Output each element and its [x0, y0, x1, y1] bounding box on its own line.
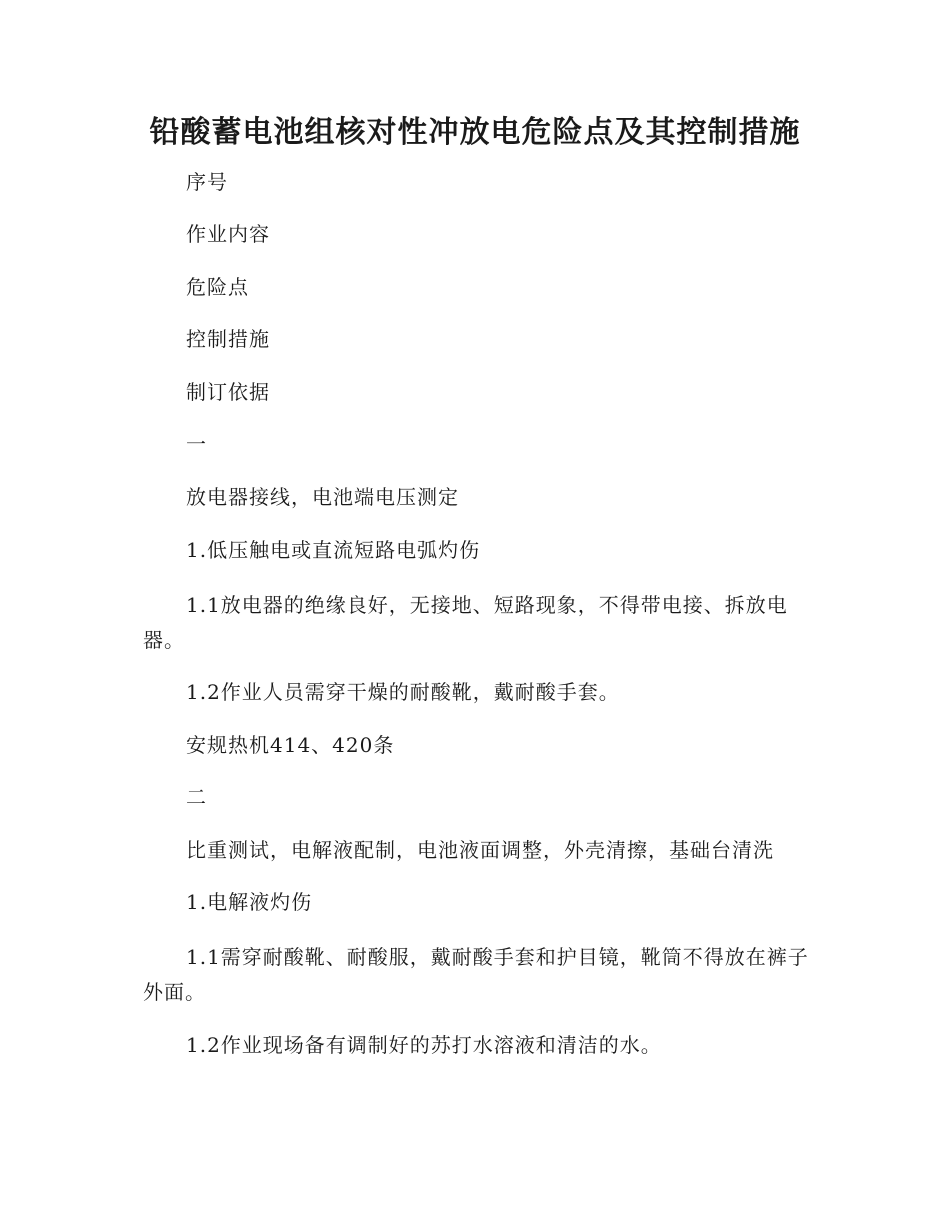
paragraph-control-2-1: 1.1需穿耐酸靴、耐酸服，戴耐酸手套和护目镜，靴筒不得放在裤子外面。: [143, 945, 809, 1004]
paragraph-header-hazard: 危险点: [186, 275, 249, 299]
paragraph-header-control: 控制措施: [186, 327, 270, 351]
paragraph-header-work-content: 作业内容: [186, 222, 270, 246]
document-title: 铅酸蓄电池组核对性冲放电危险点及其控制措施: [149, 115, 801, 150]
paragraph-header-serial: 序号: [186, 170, 228, 194]
paragraph-hazard-1: 1.低压触电或直流短路电弧灼伤: [186, 538, 481, 562]
paragraph-section-two: 二: [186, 785, 207, 809]
paragraph-hazard-2: 1.电解液灼伤: [186, 890, 313, 914]
paragraph-header-basis: 制订依据: [186, 380, 270, 404]
paragraph-control-1-1: 1.1放电器的绝缘良好，无接地、短路现象，不得带电接、拆放电器。: [143, 593, 788, 652]
paragraph-control-1-2: 1.2作业人员需穿干燥的耐酸靴，戴耐酸手套。: [186, 680, 620, 704]
paragraph-basis-1: 安规热机414、420条: [186, 733, 395, 757]
paragraph-control-2-2: 1.2作业现场备有调制好的苏打水溶液和清洁的水。: [186, 1033, 662, 1057]
paragraph-work-content-2: 比重测试，电解液配制，电池液面调整，外壳清擦，基础台清洗: [186, 838, 774, 862]
paragraph-work-content-1: 放电器接线，电池端电压测定: [186, 485, 459, 509]
paragraph-section-one: 一: [186, 432, 207, 456]
